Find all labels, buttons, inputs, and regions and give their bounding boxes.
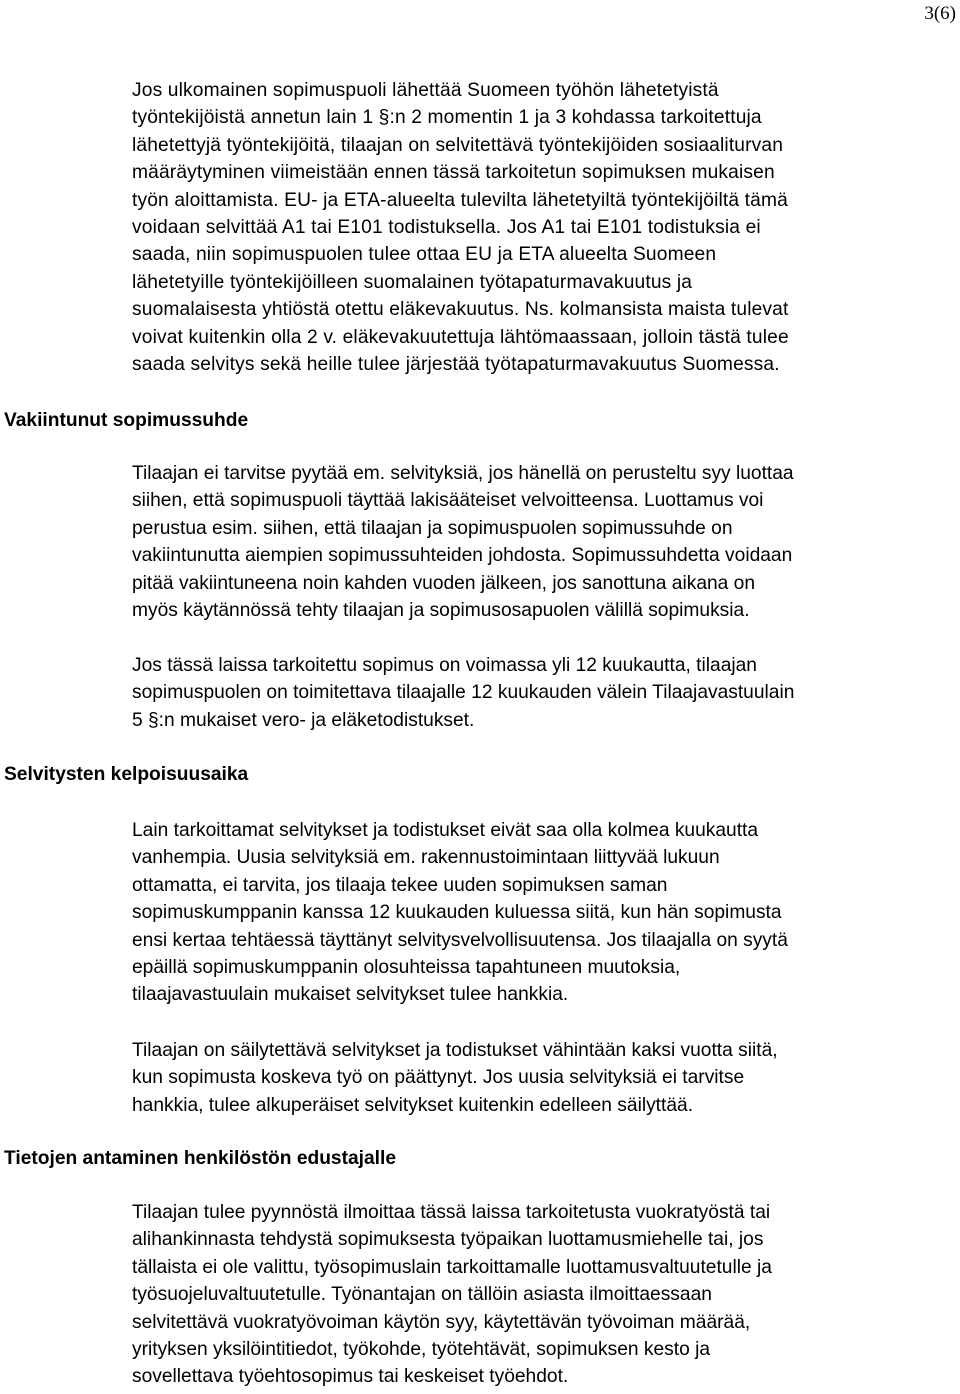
text-line: työntekijöistä annetun lain 1 §:n 2 momentin 1 ja 3 kohdassa tarkoitettuja [132,107,762,129]
text-line: määräytyminen viimeistään ennen tässä tarkoitetun sopimuksen mukaisen [132,162,775,184]
text-line: Lain tarkoittamat selvitykset ja todistukset eivät saa olla kolmea kuukautta [132,820,759,841]
paragraph-posted-workers [132,77,952,378]
paragraph-retention [132,1037,952,1119]
paragraph-validity-period [132,817,952,1009]
text-line: yrityksen yksilöintitiedot, työkohde, työtehtävät, sopimuksen kesto ja [132,1339,711,1361]
text-line: ottamatta, ei tarvita, jos tilaaja tekee uuden sopimuksen saman [132,874,668,896]
section-heading-staff-representative: Tietojen antaminen henkilöstön edustajalle [4,1148,397,1169]
section-heading-validity-period: Selvitysten kelpoisuusaika [4,764,249,785]
section-heading-established-relationship: Vakiintunut sopimussuhde [4,410,249,431]
paragraph-established-relationship [132,460,952,624]
text-line: tilaajavastuulain mukaiset selvitykset tulee hankkia. [132,984,569,1006]
text-line: voidaan selvittää A1 tai E101 todistuksella. Jos A1 tai E101 todistuksia ei [132,217,761,239]
paragraph-staff-representative [132,1199,952,1391]
text-line: Tilaajan on säilytettävä selvitykset ja todistukset vähintään kaksi vuotta siitä, [132,1040,778,1061]
text-line: siihen, että sopimuspuoli täyttää lakisääteiset velvoitteensa. Luottamus voi [132,490,764,512]
text-line: myös käytännössä tehty tilaajan ja sopimusosapuolen välillä sopimuksia. [132,600,750,622]
text-line: suomalaisesta yhtiöstä otettu eläkevakuutus. Ns. kolmansista maista tulevat [132,299,789,321]
text-line: hankkia, tulee alkuperäiset selvitykset kuitenkin edelleen säilyttää. [132,1094,694,1116]
text-line: työn aloittamista. EU- ja ETA-alueelta tulevilta lähetetyiltä työntekijöiltä tämä [132,189,788,211]
text-line: Jos ulkomainen sopimuspuoli lähettää Suomeen työhön lähetetyistä [132,80,719,101]
text-line: saada selvitys sekä heille tulee järjestää työtapaturmavakuutus Suomessa. [132,354,780,376]
page-number: 3(6) [924,3,956,24]
text-line: työsuojeluvaltuutetulle. Työnantajan on tällöin asiasta ilmoittaessaan [132,1284,712,1306]
text-line: voivat kuitenkin olla 2 v. eläkevakuutettuja lähtömaassaan, jolloin tästä tulee [132,326,789,348]
text-line: sopimuskumppanin kanssa 12 kuukauden kuluessa siitä, kun hän sopimusta [132,902,782,924]
text-line: selvitettävä vuokratyövoiman käytön syy, käytettävän työvoiman määrää, [132,1311,751,1333]
text-line: perustua esim. siihen, että tilaajan ja sopimuspuolen sopimussuhde on [132,517,733,539]
paragraph-twelve-months [132,652,952,734]
text-line: saada, niin sopimuspuolen tulee ottaa EU ja ETA alueelta Suomeen [132,244,717,266]
text-line: kun sopimusta koskeva työ on päättynyt. Jos uusia selvityksiä ei tarvitse [132,1067,745,1089]
text-line: Tilaajan ei tarvitse pyytää em. selvityksiä, jos hänellä on perusteltu syy luottaa [132,463,794,484]
text-line: alihankinnasta tehdystä sopimuksesta työpaikan luottamusmiehelle tai, jos [132,1229,764,1251]
text-line: sovellettava työehtosopimus tai keskeiset työehdot. [132,1366,569,1388]
text-line: vanhempia. Uusia selvityksiä em. rakennustoimintaan liittyvää lukuun [132,847,720,869]
text-line: Jos tässä laissa tarkoitettu sopimus on voimassa yli 12 kuukautta, tilaajan [132,655,757,676]
text-line: ensi kertaa tehtäessä täyttänyt selvitysvelvollisuutensa. Jos tilaajalla on syytä [132,929,788,951]
text-line: tällaista ei ole valittu, työsopimuslain tarkoittamalle luottamusvaltuutetulle ja [132,1256,772,1278]
text-line: sopimuspuolen on toimitettava tilaajalle 12 kuukauden välein Tilaajavastuulain [132,682,795,704]
text-line: lähetetyille työntekijöilleen suomalainen työtapaturmavakuutus ja [132,271,693,293]
text-line: 5 §:n mukaiset vero- ja eläketodistukset. [132,709,475,731]
text-line: Tilaajan tulee pyynnöstä ilmoittaa tässä laissa tarkoitetusta vuokratyöstä tai [132,1202,771,1223]
text-line: vakiintunutta aiempien sopimussuhteiden johdosta. Sopimussuhdetta voidaan [132,545,793,567]
text-line: pitää vakiintuneena noin kahden vuoden jälkeen, jos sanottuna aikana on [132,572,756,594]
text-line: lähetettyjä työntekijöitä, tilaajan on selvitettävä työntekijöiden sosiaaliturvan [132,134,784,156]
text-line: epäillä sopimuskumppanin olosuhteissa tapahtuneen muutoksia, [132,957,681,979]
